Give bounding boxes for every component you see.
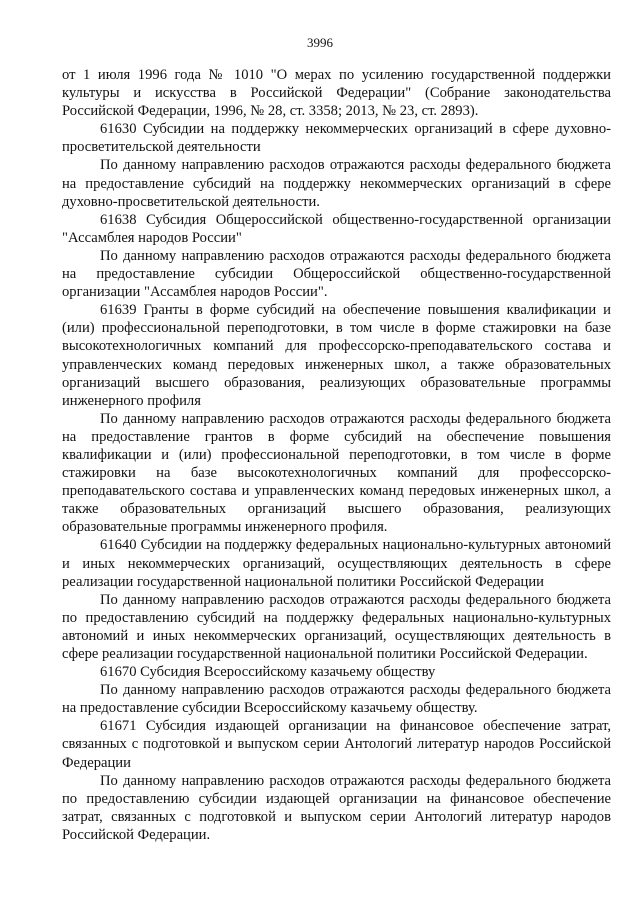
paragraph-61640-description: По данному направлению расходов отражаются расходы федерального бюджета по предоставлению субсидий на поддержку федеральных национально-культурных автономий и иных некоммерческих организаций, осуществляющих деятельность в сфере реализации государственной национальной политики Российской Федерации. [62, 591, 611, 662]
document-body [62, 66, 611, 844]
page-number: 3996 [307, 35, 333, 50]
section-heading-61630: 61630 Субсидии на поддержку некоммерческих организаций в сфере духовно-просветительской деятельности [62, 121, 611, 156]
paragraph-continuation: от 1 июля 1996 года № 1010 "О мерах по усилению государственной поддержки культуры и искусства в Российской Федерации" (Собрание законодательства Российской Федерации, 1996, № 28, ст. 3358; 2013, № 23, ст. 2893). [62, 67, 611, 120]
paragraph-61638-description: По данному направлению расходов отражаются расходы федерального бюджета на предоставление субсидии Общероссийской общественно-государственной организации "Ассамблея народов России". [62, 247, 611, 301]
paragraph-61639-description: По данному направлению расходов отражаются расходы федерального бюджета на предоставление грантов в форме субсидий на обеспечение повышения квалификации и (или) профессиональной переподготовки, в том числе в форме стажировки на базе высокотехнологичных компаний для профессорско-преподавательского состава и управленческих команд передовых инженерных школ, а также образовательных организаций высшего образования, реализующих образовательные программы инженерного профиля. [62, 410, 611, 536]
section-heading-61671: 61671 Субсидия издающей организации на финансовое обеспечение затрат, связанных с подготовкой и выпуском серии Антологий литератур народов Российской Федерации [62, 718, 611, 771]
section-heading-61638: 61638 Субсидия Общероссийской общественно-государственной организации "Ассамблея народов России" [62, 211, 611, 246]
section-heading-61640: 61640 Субсидии на поддержку федеральных национально-культурных автономий и иных некоммерческих организаций, осуществляющих деятельность в сфере реализации государственной национальной политики Российской Федерации [62, 537, 611, 590]
section-heading-61670: 61670 Субсидия Всероссийскому казачьему обществу [100, 664, 436, 681]
paragraph-61670-description: По данному направлению расходов отражаются расходы федерального бюджета на предоставление субсидии Всероссийскому казачьему обществу. [62, 682, 611, 717]
section-heading-61639: 61639 Гранты в форме субсидий на обеспечение повышения квалификации и (или) профессиональной переподготовки, в том числе в форме стажировки на базе высокотехнологичных компаний для профессорско-преподавательского состава и управленческих команд передовых инженерных школ, а также образовательных организаций высшего образования, реализующих образовательные программы инженерного профиля [62, 302, 611, 409]
paragraph-61671-description: По данному направлению расходов отражаются расходы федерального бюджета по предоставлению субсидии издающей организации на финансовое обеспечение затрат, связанных с подготовкой и выпуском серии Антологий литератур народов Российской Федерации. [62, 772, 611, 843]
paragraph-61630-description: По данному направлению расходов отражаются расходы федерального бюджета на предоставление субсидий на поддержку некоммерческих организаций в сфере духовно-просветительской деятельности. [62, 157, 611, 210]
